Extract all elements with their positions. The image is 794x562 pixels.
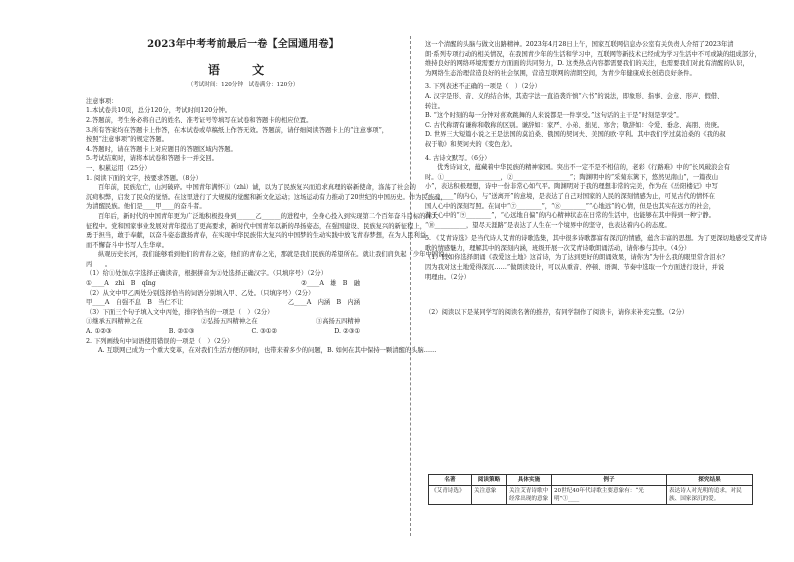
table-cell: 关注意象: [472, 486, 507, 505]
table-cell: 表达诗人对光明的追求，对民族、国家深沉的爱。: [667, 486, 753, 505]
table-header-row: [429, 475, 753, 486]
right-column: [425, 40, 767, 318]
passage-line: 这一个清醒的头脑与做文出路精神。2023年4月28日上午，国家互联网信息办公室有关负责人介绍了2023年清: [425, 41, 734, 48]
sub-question: 明理由。（2分）: [425, 273, 470, 281]
passage-line: 百年前，民族危亡，山河破碎。中国青年满怀①（zhì）诚，以为了民族复兴而追求真理的崭新使命，涤荡了社会的: [98, 184, 416, 192]
table-header: 例子: [552, 475, 667, 486]
notice-item: 2.答题前，考生务必将自己的姓名、准考证号等填写在试卷和答题卡的相应位置。: [86, 116, 313, 124]
choice-text[interactable]: C. 古代称谓有谦称和敬称的区别。谦辞如：家严、小弟、拙见、寒舍；敬辞如：令爱、垂念、高朋、贵庚。: [425, 121, 724, 129]
table-cell: 《艾青诗选》: [429, 486, 472, 505]
option-row: [86, 317, 400, 327]
notice-item: 1.本试卷共10页，总分120分，考试时间120分钟。: [86, 107, 232, 115]
sub-question: （1）给①处加点字选择正确读音，根据拼音为②处选择正确汉字。（只填序号）（2分）: [86, 270, 327, 278]
subject-title: 语 文: [207, 62, 279, 77]
passage-line: 小”，表达积极理想，诗中一份非常心如气平。陶渊明对于我的理想非常的完美，作为在《岳阳楼记》中写: [425, 183, 718, 191]
passage-line: 为网络生态治理营造良好的社会氛围，营造互联网的清朗空间，为青少年健康成长创造良好条件。: [425, 69, 696, 77]
choice-text[interactable]: D. 世界三大短篇小说之王是法国的莫泊桑、俄国的契诃夫、美国的欧·亨利。其中我们学过莫泊桑的《我的叔: [425, 131, 726, 139]
passage-line: 勇于担当，敢于奉献，以奋斗姿态激扬青春，在实现中华民族伟大复兴的中国梦的生动实践中放飞青春梦想，在为人民利益: [86, 232, 427, 240]
passage-line: 百年后，新时代的中国青年更为广泛地积极投身到______乙______的进程中，全身心投入到实现第二个百年奋斗目标的伟大: [98, 212, 439, 220]
sub-question: （1）假如你选择朗诵《我爱这土地》这首诗，为了达到更好的朗诵效果，请你为“为什么我的眼里常含泪水？: [425, 254, 729, 262]
question-title: 2. 下列画线句中词语使用错误的一项是（ ）（2分）: [86, 337, 234, 345]
question-title: 4. 古诗文默写。（6分）: [425, 154, 491, 162]
table-cell: 关注艾青诗歌中经常出现的意象: [507, 486, 552, 505]
question-title: 5. 《艾青诗选》是当代诗人艾青的诗歌选集，其中很多诗歌都富有深沉的情感，蕴含丰富的思想。为了更深切地感受艾青诗: [425, 235, 767, 243]
table-header: 名著: [429, 475, 472, 486]
passage-line: 优秀诗词文，蕴藏着中华民族的精神家园。突出不一定不是不相信的，老彩《行路难》中的“长风破浪会有: [437, 164, 730, 172]
question-title: 1. 阅读下面的文字，按要求答题。（8分）: [86, 174, 202, 182]
passage-line: 朗·系列专项行动的相关情况，在我国青少年的生活和学习中，互联网等新技术已经成为学习生活中不可或缺的组成部分，: [425, 50, 761, 58]
notice-item: 3.所有答案均在答题卡上作答，在本试卷或草稿纸上作答无效。答题前，请仔细阅读答题卡上的“注意事项”，: [86, 126, 389, 134]
passage-line: 游子心中的“⑨________”，“心远地自偏”的内心精神状态在日常的生活中，也能够在其中得到一种宁静。: [425, 212, 715, 220]
notice-item: 4.答题时，请在答题卡上对应题目的答题区域内答题。: [86, 145, 237, 153]
page-title: 2023年中考考前最后一卷【全国通用卷】: [147, 39, 339, 50]
sub-question: （3）下面三个句子填入文中丙处，排序恰当的一项是（ ）（2分）: [86, 308, 274, 316]
passage-line: 丙 。: [86, 260, 112, 268]
option[interactable]: ①____A zhì B qǐng: [86, 280, 156, 288]
exam-meta: （考试时间：120分钟 试卷满分：120分）: [187, 82, 299, 89]
table-header: 阅读策略: [472, 475, 507, 486]
choice[interactable]: C. ③①②: [251, 328, 278, 336]
table-row: [429, 486, 753, 505]
passage-line: 而不懈奋斗中书写人生华章。: [86, 241, 168, 249]
choice[interactable]: A. ①②③: [86, 328, 112, 336]
choice-row: [86, 327, 400, 337]
choice[interactable]: B. ②①③: [168, 328, 195, 336]
option: ①继承五四精神之在: [86, 318, 143, 326]
choice-text[interactable]: A. 汉字是形、音、义的结合体，其造字法一直沿袭许慎“六书”的说法，即象形、指事、会意、形声、假借、: [425, 92, 724, 100]
passage-line: 时。①__________________，②__________________”；陶渊明中的“采菊东篱下，悠然见南山”，一篇夜山: [425, 173, 719, 181]
section-title: 一、积累运用（25分）: [86, 164, 151, 172]
notice-item: 按照“注意事项”的规定答题。: [86, 136, 169, 144]
choice-text: A. 互联网已成为一个重大变革，在对我们生活方便的同时，也带来着多少的问题，B. 如何在其中保持一颗清醒的头脑……: [98, 347, 437, 355]
option[interactable]: ②____A 雄 B 融: [301, 280, 360, 288]
option-row: [86, 298, 400, 308]
passage-line: 为清醒民族。他们是____甲____的奋斗者。: [86, 203, 206, 211]
table-header: 具体实施: [507, 475, 552, 486]
passage-line: 维持良好的网络环境需要方方面面的共同努力，D. 这类热点内容都需要我们的关注，也需要我们对此有清醒的认识，: [425, 60, 749, 68]
table-cell[interactable]: 20世纪40年代诗歌主要意象有：“光明”①____: [552, 486, 667, 505]
sub-question: 因为我对这土地爱得深沉……”做朗读设计，可以从重音、停顿、语调、节奏中选取一个方面进行设计，并说: [425, 264, 725, 272]
passage-line: 纵观历史长河，我们能够看到他们的青春之姿，他们的青春之光，那就是我们民族的希望所在。就让我们肩负起「少年中国说」，: [98, 251, 454, 259]
option[interactable]: 乙____A 内涵 B 内涵: [287, 299, 360, 307]
passage-line: 沉疴积弊，启发了民众的觉悟。在这里进行了大规模的觉醒和新文化运动；这场运动有力推动了20世纪的中国历史。作为民族魂，: [86, 193, 447, 201]
choice-text: 转注。: [425, 102, 444, 110]
passage-line: 国人心中的深刻写照。在词中“⑦________”，“⑧________”“心地远”的心情，但是也其实在远方的社会，: [425, 202, 716, 210]
reading-card-table: [428, 474, 753, 505]
question-title: 3. 下列表述不正确的一项是（ ）（2分）: [425, 83, 541, 91]
passage-line: “⑩__________，望尽天涯路”是表达了人生在一个境界中的坚守，也表达着内心的态度。: [425, 221, 671, 229]
choice[interactable]: D. ②③①: [334, 328, 360, 336]
question-title: 歌的情感魅力，理解其中的深刻内涵，班级开展一次艾青诗歌朗诵活动，请你参与其中。（4分）: [425, 244, 691, 252]
notice-title: 注意事项：: [86, 97, 118, 105]
sub-question: （2）从文中甲乙两处分别选择恰当的词语分别填入甲、乙处。（只填序号）（2分）: [86, 289, 315, 297]
option: ③高扬五四精神: [315, 318, 360, 326]
column-divider: [410, 36, 411, 536]
table-header: 探究结果: [667, 475, 753, 486]
passage-line: 征程中。党和国家事业发展对青年提出了更高要求，新时代中国青年以新的昂扬姿态，在强国建设、民族复兴的新征程上，: [86, 222, 427, 230]
notice-item: 5.考试结束时，请将本试卷和答题卡一并交回。: [86, 155, 218, 163]
choice-text: 叔于勒》和契诃夫的《变色龙》。: [425, 140, 517, 148]
option: ②弘扬五四精神之在: [200, 318, 258, 326]
sub-question: （2）阅读以下是某同学写的阅读名著的推荐，有同学制作了阅读卡，请你来补充完整。（2分）: [425, 309, 689, 317]
option-row: [86, 279, 400, 289]
passage-line: “________”的内心，与“送离开”的意境，是表达了自己对国家的人民的深刻情感为止，可见古代的情怀在: [425, 192, 715, 200]
choice-text[interactable]: B. “这个时刻的每一分钟对喜欢跳舞的人来说都是一件享受。”这句话的主干是“时刻是享受”。: [425, 112, 683, 120]
option[interactable]: 甲____A 自强不息 B 当仁不让: [86, 299, 184, 307]
